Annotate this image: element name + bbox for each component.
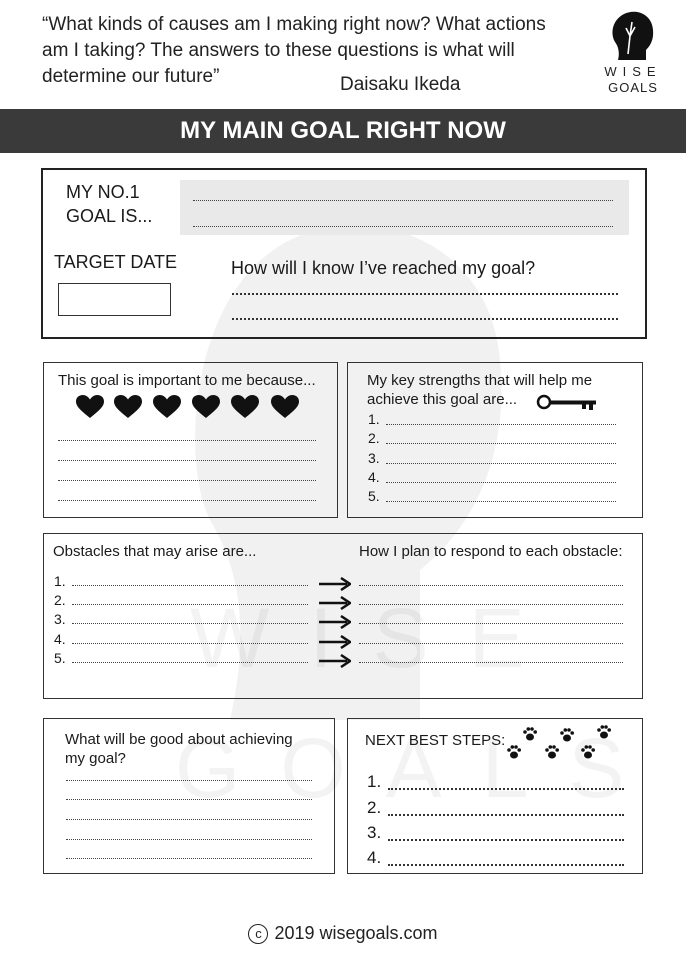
- good-line-1[interactable]: [66, 780, 312, 781]
- good-line-5[interactable]: [66, 858, 312, 859]
- footer: [0, 923, 686, 944]
- strength-number-1: 1.: [368, 411, 380, 427]
- paw-print-icon: [522, 726, 538, 742]
- strength-line-2[interactable]: [386, 443, 616, 444]
- heart-icon: [231, 395, 259, 419]
- obstacle-number-5: 5.: [54, 650, 66, 666]
- strength-line-5[interactable]: [386, 501, 616, 502]
- importance-line-4[interactable]: [58, 500, 316, 501]
- target-date-label: TARGET DATE: [54, 252, 178, 272]
- strength-number-5: 5.: [368, 488, 380, 504]
- paw-print-icon: [506, 744, 522, 760]
- quote-line-2: am I taking? The answers to these questions is what will: [42, 40, 515, 61]
- reached-line-2[interactable]: [232, 318, 618, 320]
- page-title: MY MAIN GOAL RIGHT NOW: [180, 117, 506, 144]
- strength-number-2: 2.: [368, 430, 380, 446]
- quote-line-3: determine our future”: [42, 66, 220, 87]
- obstacle-number-4: 4.: [54, 631, 66, 647]
- obstacle-number-3: 3.: [54, 611, 66, 627]
- strength-line-3[interactable]: [386, 463, 616, 464]
- good-line-4[interactable]: [66, 839, 312, 840]
- response-line-4[interactable]: [359, 643, 623, 644]
- key-icon: [536, 394, 598, 412]
- heart-icon: [192, 395, 220, 419]
- wisegoals-logo: [598, 10, 668, 96]
- paw-print-icon: [559, 727, 575, 743]
- steps-heading: NEXT BEST STEPS:: [365, 732, 506, 749]
- paw-print-icon: [596, 724, 612, 740]
- strength-number-4: 4.: [368, 469, 380, 485]
- quote-author: Daisaku Ikeda: [340, 74, 461, 95]
- step-number-4: 4.: [367, 848, 382, 867]
- importance-line-1[interactable]: [58, 440, 316, 441]
- step-line-3[interactable]: [388, 839, 624, 841]
- heart-icon: [114, 395, 142, 419]
- target-date-field[interactable]: [58, 283, 171, 316]
- response-line-3[interactable]: [359, 623, 623, 624]
- main-goal-label-1: MY NO.1: [66, 182, 140, 202]
- step-line-4[interactable]: [388, 864, 624, 866]
- arrow-right-icon: [319, 635, 351, 649]
- obstacle-line-4[interactable]: [72, 643, 308, 644]
- arrow-right-icon: [319, 596, 351, 610]
- step-number-3: 3.: [367, 823, 382, 842]
- strengths-heading-2: achieve this goal are...: [367, 391, 518, 408]
- head-silhouette-logo: [610, 10, 656, 62]
- quote-text: [42, 12, 562, 90]
- paw-print-icon: [580, 744, 596, 760]
- reached-line-1[interactable]: [232, 293, 618, 295]
- reached-goal-question: How will I know I’ve reached my goal?: [231, 258, 536, 278]
- importance-line-2[interactable]: [58, 460, 316, 461]
- obstacle-line-1[interactable]: [72, 585, 308, 586]
- obstacle-number-1: 1.: [54, 573, 66, 589]
- heart-icon: [76, 395, 104, 419]
- logo-word-wise: WISE: [604, 64, 662, 79]
- importance-line-3[interactable]: [58, 480, 316, 481]
- strength-line-4[interactable]: [386, 482, 616, 483]
- response-heading: How I plan to respond to each obstacle:: [359, 543, 623, 560]
- copyright-icon: c: [248, 924, 268, 944]
- strengths-heading-1: My key strengths that will help me: [367, 372, 593, 389]
- strength-number-3: 3.: [368, 450, 380, 466]
- step-line-1[interactable]: [388, 788, 624, 790]
- main-goal-label-2: GOAL IS...: [66, 206, 153, 226]
- good-heading-2: my goal?: [65, 750, 126, 767]
- obstacle-line-3[interactable]: [72, 623, 308, 624]
- response-line-5[interactable]: [359, 662, 623, 663]
- arrow-right-icon: [319, 615, 351, 629]
- footer-text: 2019 wisegoals.com: [274, 923, 438, 943]
- response-line-1[interactable]: [359, 585, 623, 586]
- paw-print-icon: [544, 744, 560, 760]
- obstacle-line-5[interactable]: [72, 662, 308, 663]
- obstacle-number-2: 2.: [54, 592, 66, 608]
- step-number-1: 1.: [367, 772, 382, 791]
- goal-line-2: [193, 225, 613, 227]
- logo-word-goals: GOALS: [608, 80, 658, 95]
- heart-icon: [153, 395, 181, 419]
- good-line-3[interactable]: [66, 819, 312, 820]
- quote-line-1: “What kinds of causes am I making right now? What actions: [42, 14, 546, 35]
- title-banner: [0, 109, 686, 153]
- step-line-2[interactable]: [388, 814, 624, 816]
- step-number-2: 2.: [367, 798, 382, 817]
- obstacles-heading: Obstacles that may arise are...: [53, 543, 257, 560]
- arrow-right-icon: [319, 654, 351, 668]
- good-heading-1: What will be good about achieving: [65, 731, 293, 748]
- good-line-2[interactable]: [66, 799, 312, 800]
- arrow-right-icon: [319, 577, 351, 591]
- response-line-2[interactable]: [359, 604, 623, 605]
- obstacle-line-2[interactable]: [72, 604, 308, 605]
- heart-icon: [271, 395, 299, 419]
- goal-line-1: [193, 199, 613, 201]
- strength-line-1[interactable]: [386, 424, 616, 425]
- importance-heading: This goal is important to me because...: [58, 372, 316, 389]
